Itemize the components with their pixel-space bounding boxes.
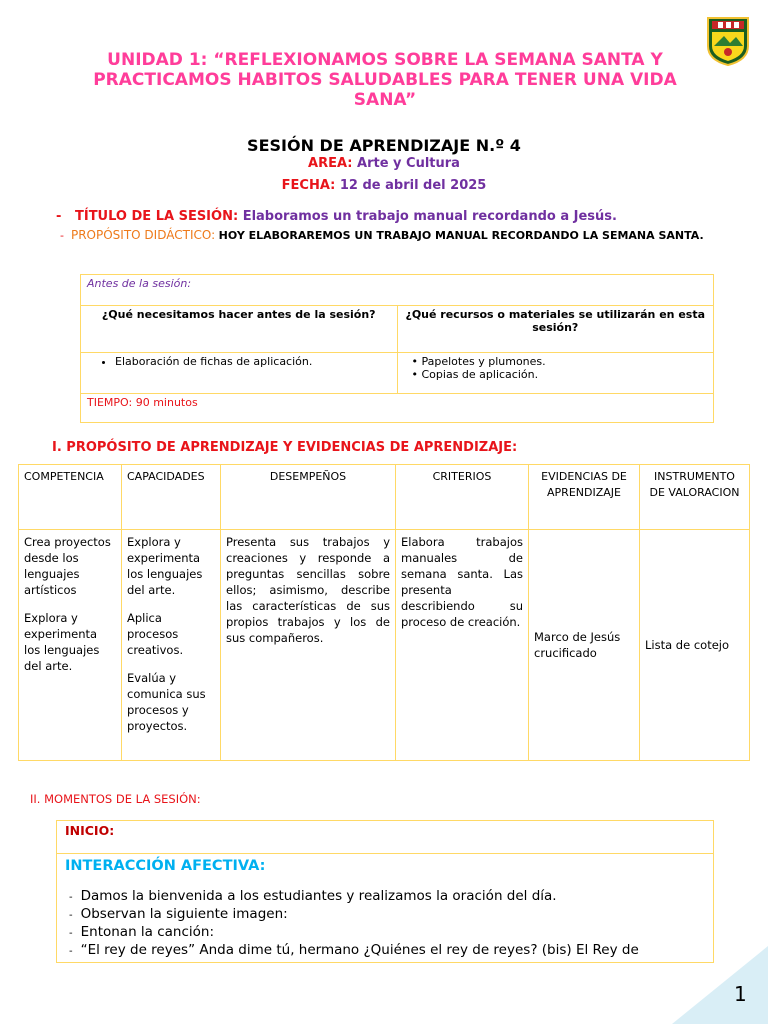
antes-sesion-table [80, 274, 714, 423]
list-item: • Copias de aplicación. [411, 368, 539, 381]
list-item: • Elaboración de fichas de aplicación. [115, 355, 391, 368]
evidencias-cell: Marco de Jesús crucificado [529, 530, 640, 761]
antes-header: Antes de la sesión: [81, 275, 714, 306]
area-line [0, 156, 768, 171]
interaccion-title: INTERACCIÓN AFECTIVA: [65, 858, 266, 874]
proposito-label: PROPÓSITO DIDÁCTICO: [70, 228, 216, 242]
competencia-cell [19, 530, 122, 761]
desempenos-cell: Presenta sus trabajos y creaciones y responde a preguntas sencillas sobre ellos; asimismo, describe las características de sus propios trabajos y los de sus compañeros. [221, 530, 396, 761]
list-item: - “El rey de reyes” Anda dime tú, hermano ¿Quiénes el rey de reyes? (bis) El Rey de [69, 942, 639, 958]
header-capacidades: CAPACIDADES [122, 465, 221, 530]
momentos-list [65, 888, 705, 960]
list-item: - Damos la bienvenida a los estudiantes y realizamos la oración del día. [69, 888, 557, 904]
page-corner-decoration [672, 946, 768, 1024]
section-2-title: II. MOMENTOS DE LA SESIÓN: [30, 792, 201, 806]
inicio-label: INICIO: [57, 821, 714, 854]
bullet-dash: - [60, 229, 64, 242]
header-evidencias: EVIDENCIAS DE APRENDIZAJE [529, 465, 640, 530]
unit-title: UNIDAD 1: “REFLEXIONAMOS SOBRE LA SEMANA SANTA Y PRACTICAMOS HABITOS SALUDABLES PARA TENER UNA VIDA SANA” [93, 50, 677, 110]
antes-col2-cell [397, 353, 714, 394]
capacidad-item: Evalúa y comunica sus procesos y proyectos. [127, 671, 206, 733]
list-item: - Entonan la canción: [69, 924, 215, 940]
titulo-label: TÍTULO DE LA SESIÓN: [74, 209, 239, 224]
list-item: - Observan la siguiente imagen: [69, 906, 288, 922]
proposito-line [60, 228, 720, 243]
antes-question-2: ¿Qué recursos o materiales se utilizarán en esta sesión? [397, 306, 714, 353]
proposito-value: HOY ELABORAREMOS UN TRABAJO MANUAL RECORDANDO LA SEMANA SANTA. [218, 229, 704, 242]
antes-question-1: ¿Qué necesitamos hacer antes de la sesión? [81, 306, 398, 353]
momentos-table [56, 820, 714, 963]
capacidad-item: Explora y experimenta los lenguajes del arte. [127, 535, 203, 597]
capacidades-cell [122, 530, 221, 761]
page-number: 1 [734, 982, 747, 1006]
competencias-table [18, 464, 750, 761]
competencia-item: Explora y experimenta los lenguajes del arte. [24, 611, 100, 673]
titulo-value: Elaboramos un trabajo manual recordando a Jesús. [242, 209, 617, 224]
school-crest-icon [706, 16, 750, 66]
instrumento-cell: Lista de cotejo [640, 530, 750, 761]
tiempo-text: TIEMPO: 90 minutos [81, 394, 714, 423]
section-1-title: I. PROPÓSITO DE APRENDIZAJE Y EVIDENCIAS DE APRENDIZAJE: [52, 440, 518, 455]
session-title: SESIÓN DE APRENDIZAJE N.º 4 [247, 136, 521, 155]
area-value: Arte y Cultura [357, 156, 460, 171]
header-criterios: CRITERIOS [396, 465, 529, 530]
criterios-cell: Elabora trabajos manuales de semana santa. Las presenta describiendo su proceso de creación. [396, 530, 529, 761]
antes-col1-cell [81, 353, 398, 394]
fecha-value: 12 de abril del 2025 [339, 178, 487, 193]
capacidad-item: Aplica procesos creativos. [127, 611, 184, 657]
fecha-line [0, 178, 768, 193]
header-competencia: COMPETENCIA [19, 465, 122, 530]
list-item: • Papelotes y plumones. [411, 355, 546, 368]
bullet-dash: - [56, 209, 62, 224]
interaccion-cell [57, 854, 714, 963]
header-instrumento: INSTRUMENTO DE VALORACION [640, 465, 750, 530]
competencia-item: Crea proyectos desde los lenguajes artísticos [24, 535, 111, 597]
area-label: AREA: [308, 156, 353, 171]
fecha-label: FECHA: [281, 178, 336, 193]
session-title-line [56, 209, 756, 224]
header-desempenos: DESEMPEÑOS [221, 465, 396, 530]
